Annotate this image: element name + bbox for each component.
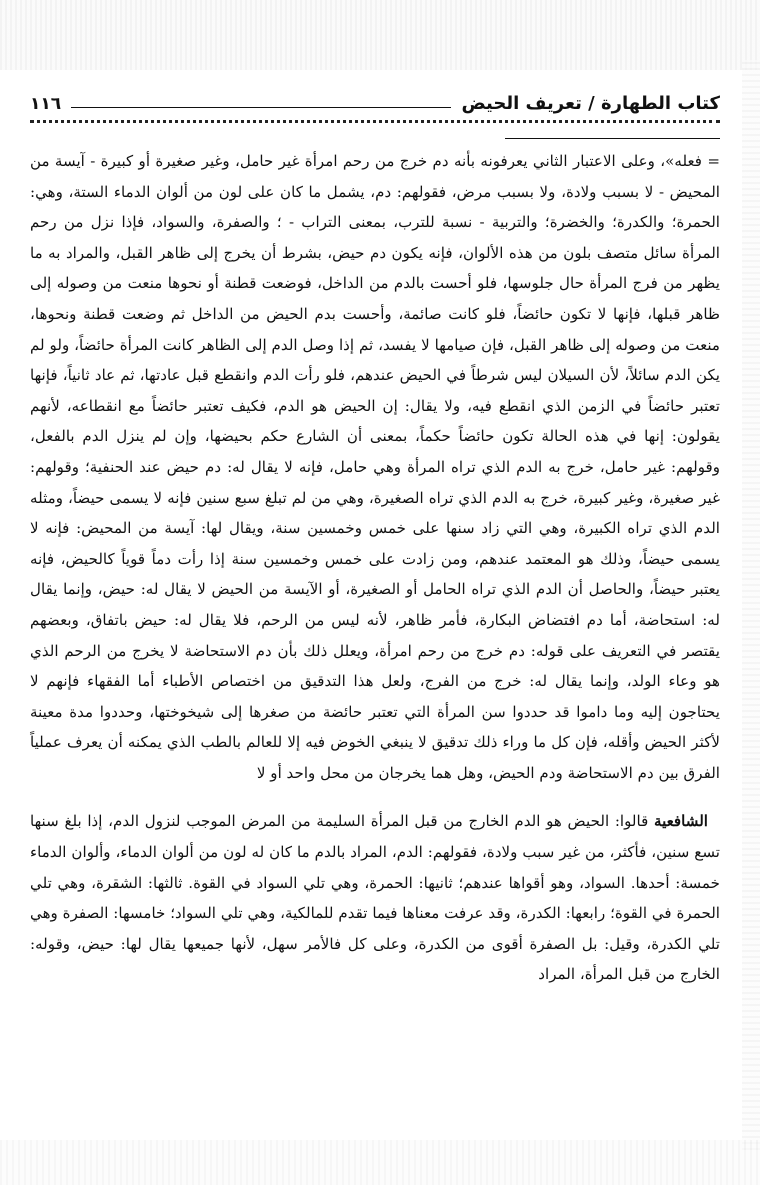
paragraph-hanafi — [30, 146, 720, 788]
footnote-body — [30, 146, 720, 990]
scan-edge-top — [0, 0, 760, 70]
paragraph-lead: الشافعية — [654, 812, 708, 831]
footnote-separator — [505, 138, 720, 139]
scan-edge-right — [742, 60, 760, 1150]
paragraph-text: = فعله»، وعلى الاعتبار الثاني يعرفونه بأنه دم خرج من رحم امرأة غير حامل، وغير صغيرة أو كبيرة - آيسة من المحيض - لا بسبب ولادة، ولا بسبب مرض، فقولهم: دم، يشمل ما كان على لون من ألوان الدماء الستة، وهي: الحمرة؛ والكدرة؛ والخضرة؛ والتربية - نسبة للترب، بمعنى التراب - ؛ والصفرة، والسواد، فإذا نزل من رحم المرأة سائل متصف بلون من هذه الألوان، فإنه يكون دم حيض، بشرط أن يخرج إلى ظاهر القبل، والمراد به ما يظهر من فرج المرأة حال جلوسها، فلو أحست بالدم من الداخل، فوضعت قطنة أو نحوها منعت من وصوله إلى ظاهر قبلها، فإنها لا تكون حائضاً، فلو كانت صائمة، وأحست بدم الحيض من الداخل ثم وضعت قطنة ونحوها، منعت من وصوله إلى ظاهر القبل، فإن صيامها لا يفسد، ثم إذا وصل الدم إلى الظاهر كانت المرأة حائضاً، ولو لم يكن الدم سائلاً، لأن السيلان ليس شرطاً في الحيض عندهم، فلو رأت الدم وانقطع قبل عادتها، ثم عاد ثانياً، فإنها تعتبر حائضاً في الزمن الذي انقطع فيه، ولا يقال: إن الحيض هو الدم، فكيف تعتبر حائضاً مع انقطاعه، لأنهم يقولون: إنها في هذه الحالة تكون حائضاً حكماً، بمعنى أن الشارع حكم بحيضها، وإن لم ينزل الدم بالفعل، وقولهم: غير حامل، خرج به الدم الذي تراه المرأة وهي حامل، فإنه لا يقال له: دم حيض عند الحنفية؛ وقولهم: غير صغيرة، وغير كبيرة، خرج به الدم الذي تراه الصغيرة، وهي من لم تبلغ سبع سنين فإنه لا يسمى حيضاً، ومثله الدم الذي تراه الكبيرة، وهي التي زاد سنها على خمس وخمسين سنة، ويقال لها: آيسة من المحيض: فإنه لا يسمى حيضاً، وذلك هو المعتمد عندهم، ومن زادت على خمس وخمسين سنة إذا رأت دماً قوياً كالحيض، فإنه يعتبر حيضاً، والحاصل أن الدم الذي تراه الحامل أو الصغيرة، أو الآيسة من الحيض لا يقال له: حيض، وإنما يقال له: استحاضة، أما دم افتضاض البكارة، فأمر ظاهر، لأنه ليس من الرحم، فلا يقال له: حيض باتفاق، وبعضهم يقتصر في التعريف على قوله: دم خرج من رحم امرأة، ويعلل ذلك بأن دم الاستحاضة لا يخرج من الرحم الذي هو وعاء الولد، وإنما يقال له: خرج من الفرج، ولعل هذا التدقيق من اختصاص الأطباء أما الفقهاء فإنهم لا يحتاجون إليه وما داموا قد حددوا سن المرأة التي تعتبر حائضة من صغرها إلى شيخوختها، وحددوا مدة معينة لأكثر الحيض وأقله، فإن كل ما وراء ذلك تدقيق لا ينبغي الخوض فيه إلا للعالم بالطب الذي يمكنه أن يعرف عملياً الفرق بين دم الاستحاضة ودم الحيض، وهل هما يخرجان من محل واحد أو لا — [30, 152, 720, 782]
running-title: كتاب الطهارة / تعريف الحيض — [461, 93, 720, 114]
paragraph-shafii — [30, 806, 720, 990]
running-header — [30, 86, 720, 114]
page-number: ١١٦ — [30, 94, 62, 114]
header-rule — [71, 107, 451, 108]
paragraph-text: قالوا: الحيض هو الدم الخارج من قبل المرأة السليمة من المرض الموجب لنزول الدم، إذا بلغ سنها تسع سنين، فأكثر، من غير سبب ولادة، فقولهم: الدم، المراد بالدم ما كان له لون من ألوان الدماء، وألوان الدماء خمسة: أحدها. السواد، وهو أقواها عندهم؛ ثانيها: الحمرة، وهي تلي السواد في القوة. ثالثها: الشقرة، وهي تلي الحمرة في القوة؛ رابعها: الكدرة، وقد عرفت معناها فيما تقدم للمالكية، وهي تلي السواد؛ خامسها: الصفرة وهي تلي الكدرة، وقيل: بل الصفرة أقوى من الكدرة، وعلى كل فالأمر سهل، لأنها جميعها يقال لها: حيض، وقوله: الخارج من قبل المرأة، المراد — [30, 812, 720, 984]
dotted-divider — [30, 120, 720, 123]
scan-edge-bottom — [0, 1140, 760, 1185]
